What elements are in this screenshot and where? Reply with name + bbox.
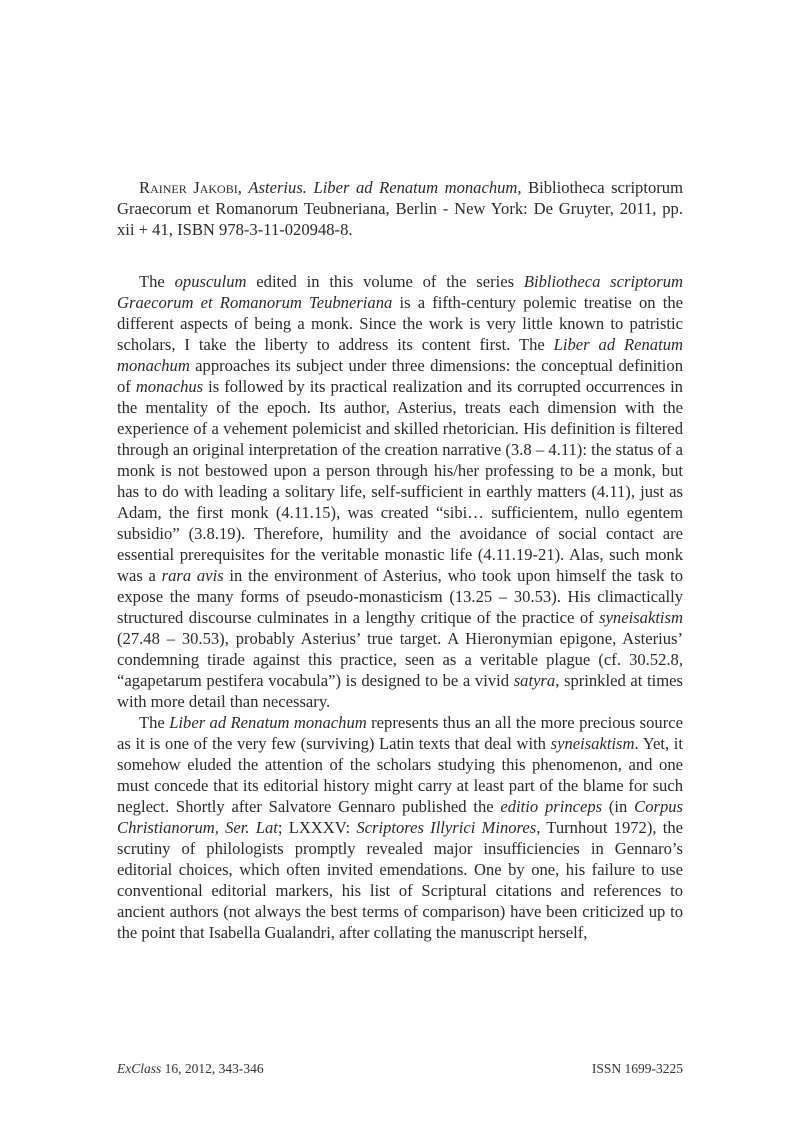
- text-run: in the environment of Asterius, who took upon himself the task to expose the many forms of pseudo-monasticism (13.25 – 30.53). His climactically structured discourse culminates in a lengthy critique of the practice of: [117, 566, 684, 627]
- reference-details: , Bibliotheca scriptorum Graecorum et Romanorum Teubneriana, Berlin - New York: De Gruyter, 2011, pp. xii + 41, ISBN 978-3-11-020948-8.: [117, 178, 683, 239]
- review-body: [117, 271, 683, 943]
- italic-text: opusculum: [174, 272, 247, 291]
- issn: ISSN 1699-3225: [591, 1061, 683, 1076]
- italic-text: Corpus Christianorum, Ser. Lat: [117, 797, 683, 837]
- review-page: [117, 177, 683, 943]
- text-run: . Yet, it somehow eluded the attention of the scholars studying this phenomenon, and one must concede that its editorial history might carry at least part of the blame for such neglect. Shortly after Salvatore Gennaro published the: [117, 734, 683, 816]
- journal-citation: [117, 1061, 264, 1077]
- italic-text: satyra: [513, 671, 556, 690]
- page-footer: [117, 1061, 683, 1077]
- text-run: approaches its subject under three dimensions: the conceptual definition of: [117, 356, 683, 396]
- italic-text: syneisaktism: [550, 734, 635, 753]
- italic-text: syneisaktism: [599, 608, 683, 627]
- italic-text: rara avis: [161, 566, 224, 585]
- italic-text: editio princeps: [500, 797, 603, 816]
- paragraph-2: [117, 712, 683, 943]
- text-run: is a fifth-century polemic treatise on the different aspects of being a monk. Since the work is very little known to patristic scholars, I take the liberty to address its content first. The: [117, 293, 683, 354]
- journal-name: ExClass: [117, 1061, 162, 1076]
- text-run: is followed by its practical realization and its corrupted occurrences in the mentality of the epoch. Its author, Asterius, treats each dimension with the experience of a vehement polemicist and skilled rhetorician. His definition is filtered through an original interpretation of the creation narrative (3.8 – 4.11): the status of a monk is not bestowed upon a person through his/her professing to be a monk, but has to do with leading a solitary life, self-sufficient in earthly matters (4.11), just as Adam, the first monk (4.11.15), was created “sibi… sufficientem, nullo egentem subsidio” (3.8.19). Therefore, humility and the avoidance of social contact are essential prerequisites for the veritable monastic life (4.11.19-21). Alas, such monk was a: [117, 377, 683, 585]
- text-run: edited in this volume of the series: [246, 272, 524, 291]
- paragraph-1: [117, 271, 683, 712]
- text-run: represents thus an all the more precious source as it is one of the very few (surviving) Latin texts that deal with: [117, 713, 683, 753]
- text-run: , sprinkled at times with more detail than necessary.: [117, 671, 683, 711]
- text-run: (27.48 – 30.53), probably Asterius’ true target. A Hieronymian epigone, Asterius’ condemning tirade against this practice, seen as a veritable plague (cf. 30.52.8, “agapetarum pestifera vocabula”) is designed to be a vivid: [117, 629, 683, 690]
- italic-text: monachus: [135, 377, 204, 396]
- reviewed-title: Asterius. Liber ad Renatum monachum: [248, 178, 518, 197]
- italic-text: Scriptores Illyrici Minores: [356, 818, 537, 837]
- italic-text: Bibliotheca scriptorum Graecorum et Romanorum Teubneriana: [117, 272, 684, 312]
- bibliographic-reference: Rainer Jakobi, Asterius. Liber ad Renatum monachum, Bibliotheca scriptorum Graecorum et Romanorum Teubneriana, Berlin - New York: De Gruyter, 2011, pp. xii + 41, ISBN 978-3-11-020948-8.: [117, 178, 683, 239]
- text-run: The: [139, 713, 170, 732]
- reviewed-author: Rainer Jakobi: [139, 178, 238, 197]
- text-run: , Turnhout 1972), the scrutiny of philologists promptly revealed major insufficiencies in Gennaro’s editorial choices, which often invited emendations. One by one, his failure to use conventional editorial markers, his list of Scriptural citations and references to ancient authors (not always the best terms of comparison) have been criticized up to the point that Isabella Gualandri, after collating the manuscript herself,: [117, 818, 683, 942]
- journal-volume-pages: 16, 2012, 343-346: [161, 1061, 264, 1076]
- text-run: (in: [602, 797, 635, 816]
- text-run: The: [139, 272, 175, 291]
- italic-text: Liber ad Renatum monachum: [169, 713, 367, 732]
- text-run: ; LXXXV:: [277, 818, 357, 837]
- italic-text: Liber ad Renatum monachum: [117, 335, 683, 375]
